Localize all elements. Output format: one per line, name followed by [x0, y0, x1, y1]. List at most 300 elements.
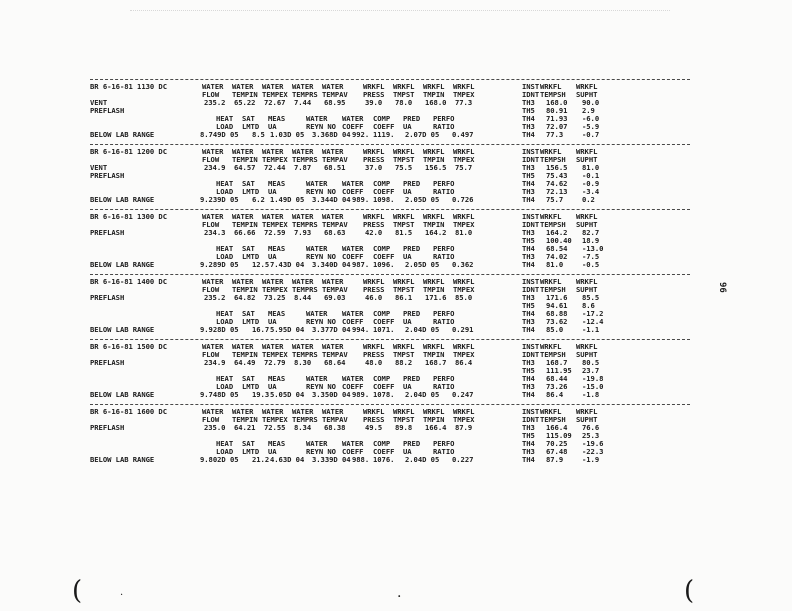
measured-value: 89.8 [395, 423, 413, 432]
inst-value: TH5 [522, 301, 535, 310]
measured-value: 68.51 [324, 163, 346, 172]
computed-value: 2.04D 05 [405, 325, 440, 334]
inst-value: 68.88 [546, 309, 568, 318]
edge-mark-left: ( [72, 576, 83, 606]
range-label: BELOW LAB RANGE [90, 195, 155, 204]
inst-value: 8.6 [582, 301, 595, 310]
inst-value: TH3 [522, 122, 535, 131]
column-header: IDNT [522, 220, 540, 229]
measured-value: 46.0 [365, 293, 383, 302]
column-header: SAT [242, 244, 255, 253]
column-header: WATER [292, 212, 314, 221]
inst-value: 68.44 [546, 374, 568, 383]
measured-value: 86.4 [455, 358, 473, 367]
inst-value: 72.13 [546, 187, 568, 196]
column-header: COEFF [373, 187, 395, 196]
inst-value: 68.54 [546, 244, 568, 253]
column-header: TMPIN [423, 350, 445, 359]
column-header: WRKFL [423, 277, 445, 286]
column-header: FLOW [202, 285, 220, 294]
measured-value: 7.44 [294, 98, 312, 107]
computed-value: 8.5 [252, 130, 265, 139]
inst-value: 90.0 [582, 98, 600, 107]
column-header: COMP [373, 244, 391, 253]
column-header: PRED [403, 244, 421, 253]
inst-value: 164.2 [546, 228, 568, 237]
column-header: WATER [306, 114, 328, 123]
column-header: TEMPIN [232, 285, 258, 294]
inst-value: 80.91 [546, 106, 568, 115]
inst-value: 87.9 [546, 455, 564, 464]
run-id: BR 6-16-81 1500 DC [90, 342, 167, 351]
range-label: BELOW LAB RANGE [90, 390, 155, 399]
column-header: HEAT [216, 309, 234, 318]
measured-value: 39.0 [365, 98, 383, 107]
column-header: PRED [403, 309, 421, 318]
measured-value: 156.5 [425, 163, 447, 172]
column-header: WRKFL [540, 212, 562, 221]
measured-value: 86.1 [395, 293, 413, 302]
column-header: TMPST [393, 220, 415, 229]
column-header: LMTD [242, 122, 260, 131]
column-header: SUPHT [576, 90, 598, 99]
column-header: WRKFL [453, 212, 475, 221]
column-header: MEAS [268, 179, 286, 188]
column-header: INST [522, 147, 540, 156]
inst-value: 0.2 [582, 195, 595, 204]
column-header: WRKFL [540, 147, 562, 156]
column-header: WATER [292, 407, 314, 416]
page-number: 96 [717, 282, 727, 293]
column-header: TEMPAV [322, 285, 348, 294]
column-header: TEMPAV [322, 415, 348, 424]
column-header: COEFF [342, 447, 364, 456]
computed-value: 0.497 [452, 130, 474, 139]
measured-value: 64.57 [234, 163, 256, 172]
column-header: WATER [322, 277, 344, 286]
computed-value: 12.5 [252, 260, 270, 269]
column-header: REYN NO [306, 447, 336, 456]
measured-value: 69.03 [324, 293, 346, 302]
column-header: COMP [373, 374, 391, 383]
computed-value: 1078. [373, 390, 395, 399]
measured-value: 78.0 [395, 98, 413, 107]
column-header: WATER [342, 179, 364, 188]
measured-value: 7.93 [294, 228, 312, 237]
column-header: LMTD [242, 447, 260, 456]
column-header: INST [522, 212, 540, 221]
inst-value: 168.0 [546, 98, 568, 107]
computed-value: 1098. [373, 195, 395, 204]
measured-value: 77.3 [455, 98, 473, 107]
column-header: WRKFL [540, 82, 562, 91]
column-header: PRED [403, 374, 421, 383]
inst-value: -1.9 [582, 455, 600, 464]
column-header: HEAT [216, 244, 234, 253]
column-header: LMTD [242, 187, 260, 196]
computed-value: 3.340D 04 [312, 260, 351, 269]
column-header: UA [403, 252, 412, 261]
column-header: WRKFL [363, 407, 385, 416]
inst-value: TH5 [522, 106, 535, 115]
column-header: WRKFL [423, 407, 445, 416]
computed-value: 2.04D 05 [405, 390, 440, 399]
column-header: WATER [292, 342, 314, 351]
computed-value: 989. [352, 195, 370, 204]
column-header: WRKFL [453, 407, 475, 416]
column-header: LOAD [216, 382, 234, 391]
run-id: BR 6-16-81 1400 DC [90, 277, 167, 286]
inst-value: TH4 [522, 195, 535, 204]
column-header: TMPIN [423, 285, 445, 294]
column-header: COEFF [373, 317, 395, 326]
column-header: WATER [202, 147, 224, 156]
column-header: LMTD [242, 317, 260, 326]
column-header: TMPST [393, 155, 415, 164]
computed-value: 6.2 [252, 195, 265, 204]
column-header: WATER [232, 82, 254, 91]
inst-value: 111.95 [546, 366, 572, 375]
inst-value: TH3 [522, 187, 535, 196]
computed-value: 2.05D 05 [405, 195, 440, 204]
measured-value: 42.0 [365, 228, 383, 237]
measured-value: 168.7 [425, 358, 447, 367]
column-header: FLOW [202, 90, 220, 99]
column-header: PRESS [363, 415, 385, 424]
column-header: RATIO [433, 447, 455, 456]
computed-value: 0.227 [452, 455, 474, 464]
column-header: WATER [262, 82, 284, 91]
computed-value: 994. [352, 325, 370, 334]
column-header: WATER [232, 277, 254, 286]
column-header: WRKFL [363, 212, 385, 221]
measured-value: 49.5 [365, 423, 383, 432]
inst-value: TH4 [522, 130, 535, 139]
edge-mark-center: . [397, 585, 402, 601]
computed-value: 9.239D 05 [200, 195, 239, 204]
inst-value: -12.4 [582, 317, 604, 326]
inst-value: 25.3 [582, 431, 600, 440]
inst-value: TH3 [522, 358, 535, 367]
column-header: WATER [202, 82, 224, 91]
column-header: FLOW [202, 350, 220, 359]
measured-value: 68.63 [324, 228, 346, 237]
column-header: INST [522, 277, 540, 286]
column-header: TEMPRS [292, 155, 318, 164]
column-header: TMPIN [423, 90, 445, 99]
computed-value: 8.749D 05 [200, 130, 239, 139]
inst-value: 23.7 [582, 366, 600, 375]
column-header: WATER [342, 309, 364, 318]
inst-value: 75.43 [546, 171, 568, 180]
column-header: SUPHT [576, 155, 598, 164]
column-header: WRKFL [540, 277, 562, 286]
preflash-label: PREFLASH [90, 106, 125, 115]
column-header: TEMPSH [540, 415, 566, 424]
inst-value: TH3 [522, 252, 535, 261]
inst-value: TH3 [522, 228, 535, 237]
column-header: TEMPSH [540, 220, 566, 229]
column-header: WATER [292, 277, 314, 286]
computed-value: 1076. [373, 455, 395, 464]
column-header: TEMPRS [292, 285, 318, 294]
measured-value: 166.4 [425, 423, 447, 432]
column-header: TEMPSH [540, 90, 566, 99]
computed-value: 992. [352, 130, 370, 139]
column-header: IDNT [522, 350, 540, 359]
column-header: COMP [373, 114, 391, 123]
column-header: REYN NO [306, 382, 336, 391]
measured-value: 234.9 [204, 358, 226, 367]
column-header: REYN NO [306, 317, 336, 326]
measured-value: 234.3 [204, 228, 226, 237]
column-header: UA [403, 447, 412, 456]
inst-value: TH4 [522, 114, 535, 123]
column-header: TMPEX [453, 90, 475, 99]
measured-value: 234.9 [204, 163, 226, 172]
inst-value: 156.5 [546, 163, 568, 172]
column-header: TEMPAV [322, 350, 348, 359]
column-header: WATER [262, 407, 284, 416]
column-header: PRED [403, 179, 421, 188]
measured-value: 65.22 [234, 98, 256, 107]
column-header: TEMPEX [262, 90, 288, 99]
measured-value: 8.34 [294, 423, 312, 432]
column-header: WRKFL [363, 82, 385, 91]
column-header: INST [522, 342, 540, 351]
computed-value: 1.49D 05 [270, 195, 305, 204]
computed-value: 1.03D 05 [270, 130, 305, 139]
computed-value: 7.43D 04 [270, 260, 305, 269]
column-header: HEAT [216, 439, 234, 448]
column-header: WRKFL [576, 277, 598, 286]
column-header: WRKFL [576, 147, 598, 156]
column-header: WRKFL [363, 147, 385, 156]
column-header: TEMPEX [262, 285, 288, 294]
measured-value: 8.44 [294, 293, 312, 302]
column-header: WATER [202, 212, 224, 221]
run-block [90, 275, 690, 339]
inst-value: TH3 [522, 447, 535, 456]
preflash-label: PREFLASH [90, 228, 125, 237]
column-header: COEFF [342, 122, 364, 131]
column-header: WRKFL [453, 147, 475, 156]
computed-value: 2.05D 05 [405, 260, 440, 269]
inst-value: -17.2 [582, 309, 604, 318]
edge-dot: . [120, 587, 124, 598]
column-header: WRKFL [423, 212, 445, 221]
column-header: HEAT [216, 114, 234, 123]
computed-value: 1071. [373, 325, 395, 334]
column-header: WRKFL [540, 407, 562, 416]
column-header: SAT [242, 374, 255, 383]
column-header: PERFO [433, 309, 455, 318]
inst-value: TH4 [522, 374, 535, 383]
column-header: PERFO [433, 114, 455, 123]
measured-value: 72.67 [264, 98, 286, 107]
computer-printout [90, 79, 690, 469]
computed-value: 5.95D 04 [270, 325, 305, 334]
run-id: BR 6-16-81 1300 DC [90, 212, 167, 221]
column-header: WATER [232, 407, 254, 416]
range-label: BELOW LAB RANGE [90, 260, 155, 269]
column-header: PERFO [433, 374, 455, 383]
column-header: FLOW [202, 155, 220, 164]
inst-value: TH3 [522, 317, 535, 326]
run-block [90, 405, 690, 469]
inst-value: 115.09 [546, 431, 572, 440]
inst-value: 86.4 [546, 390, 564, 399]
column-header: TEMPRS [292, 90, 318, 99]
measured-value: 87.9 [455, 423, 473, 432]
inst-value: 70.25 [546, 439, 568, 448]
column-header: WRKFL [393, 277, 415, 286]
inst-value: TH3 [522, 293, 535, 302]
column-header: WATER [292, 82, 314, 91]
column-header: WATER [232, 147, 254, 156]
measured-value: 66.66 [234, 228, 256, 237]
column-header: TEMPAV [322, 220, 348, 229]
column-header: SAT [242, 309, 255, 318]
inst-value: TH5 [522, 171, 535, 180]
column-header: WATER [262, 212, 284, 221]
measured-value: 68.64 [324, 358, 346, 367]
measured-value: 64.21 [234, 423, 256, 432]
column-header: TEMPSH [540, 155, 566, 164]
column-header: FLOW [202, 415, 220, 424]
column-header: COMP [373, 439, 391, 448]
column-header: HEAT [216, 374, 234, 383]
column-header: COEFF [342, 252, 364, 261]
inst-value: 168.7 [546, 358, 568, 367]
column-header: WRKFL [393, 407, 415, 416]
column-header: IDNT [522, 285, 540, 294]
inst-value: 81.0 [582, 163, 600, 172]
column-header: PRESS [363, 90, 385, 99]
column-header: MEAS [268, 374, 286, 383]
inst-value: -0.1 [582, 171, 600, 180]
measured-value: 171.6 [425, 293, 447, 302]
column-header: LOAD [216, 317, 234, 326]
column-header: TEMPRS [292, 415, 318, 424]
measured-value: 7.87 [294, 163, 312, 172]
column-header: SUPHT [576, 285, 598, 294]
column-header: TMPIN [423, 220, 445, 229]
column-header: RATIO [433, 382, 455, 391]
column-header: UA [403, 122, 412, 131]
column-header: COEFF [342, 317, 364, 326]
computed-value: 987. [352, 260, 370, 269]
column-header: WATER [322, 212, 344, 221]
column-header: TEMPSH [540, 350, 566, 359]
inst-value: TH4 [522, 325, 535, 334]
computed-value: 9.289D 05 [200, 260, 239, 269]
inst-value: TH4 [522, 309, 535, 318]
computed-value: 989. [352, 390, 370, 399]
column-header: UA [268, 317, 277, 326]
inst-value: TH4 [522, 260, 535, 269]
column-header: WATER [262, 277, 284, 286]
column-header: PRESS [363, 155, 385, 164]
inst-value: 77.3 [546, 130, 564, 139]
preflash-label: PREFLASH [90, 293, 125, 302]
column-header: TEMPRS [292, 220, 318, 229]
column-header: RATIO [433, 122, 455, 131]
column-header: MEAS [268, 439, 286, 448]
column-header: WRKFL [540, 342, 562, 351]
column-header: WRKFL [423, 147, 445, 156]
column-header: WATER [322, 147, 344, 156]
inst-value: 81.0 [546, 260, 564, 269]
inst-value: 67.48 [546, 447, 568, 456]
column-header: UA [403, 382, 412, 391]
column-header: TEMPIN [232, 350, 258, 359]
run-block [90, 210, 690, 274]
column-header: RATIO [433, 252, 455, 261]
inst-value: 71.93 [546, 114, 568, 123]
inst-value: -0.7 [582, 130, 600, 139]
column-header: TEMPIN [232, 90, 258, 99]
inst-value: -7.5 [582, 252, 600, 261]
computed-value: 988. [352, 455, 370, 464]
measured-value: 81.5 [395, 228, 413, 237]
column-header: WATER [306, 244, 328, 253]
column-header: WATER [342, 439, 364, 448]
column-header: WATER [306, 439, 328, 448]
measured-value: 164.2 [425, 228, 447, 237]
column-header: WATER [322, 407, 344, 416]
inst-value: -0.9 [582, 179, 600, 188]
inst-value: -0.5 [582, 260, 600, 269]
inst-value: TH5 [522, 431, 535, 440]
column-header: PERFO [433, 244, 455, 253]
column-header: WATER [342, 114, 364, 123]
column-header: WRKFL [393, 147, 415, 156]
computed-value: 9.802D 05 [200, 455, 239, 464]
range-label: BELOW LAB RANGE [90, 455, 155, 464]
column-header: SUPHT [576, 350, 598, 359]
column-header: COMP [373, 309, 391, 318]
measured-value: 64.49 [234, 358, 256, 367]
inst-value: -5.9 [582, 122, 600, 131]
column-header: UA [268, 122, 277, 131]
column-header: COEFF [342, 382, 364, 391]
measured-value: 75.7 [455, 163, 473, 172]
column-header: TEMPEX [262, 155, 288, 164]
column-header: WATER [232, 212, 254, 221]
inst-value: 80.5 [582, 358, 600, 367]
run-id: BR 6-16-81 1200 DC [90, 147, 167, 156]
column-header: LOAD [216, 122, 234, 131]
computed-value: 0.726 [452, 195, 474, 204]
computed-value: 2.04D 05 [405, 455, 440, 464]
measured-value: 37.0 [365, 163, 383, 172]
inst-value: TH5 [522, 236, 535, 245]
column-header: WRKFL [423, 82, 445, 91]
run-block [90, 80, 690, 144]
measured-value: 72.79 [264, 358, 286, 367]
measured-value: 72.59 [264, 228, 286, 237]
column-header: UA [403, 317, 412, 326]
column-header: UA [268, 252, 277, 261]
column-header: COEFF [373, 382, 395, 391]
column-header: WATER [262, 147, 284, 156]
run-id: BR 6-16-81 1130 DC [90, 82, 167, 91]
column-header: TMPST [393, 285, 415, 294]
column-header: WRKFL [363, 342, 385, 351]
column-header: TMPST [393, 90, 415, 99]
inst-value: TH5 [522, 366, 535, 375]
